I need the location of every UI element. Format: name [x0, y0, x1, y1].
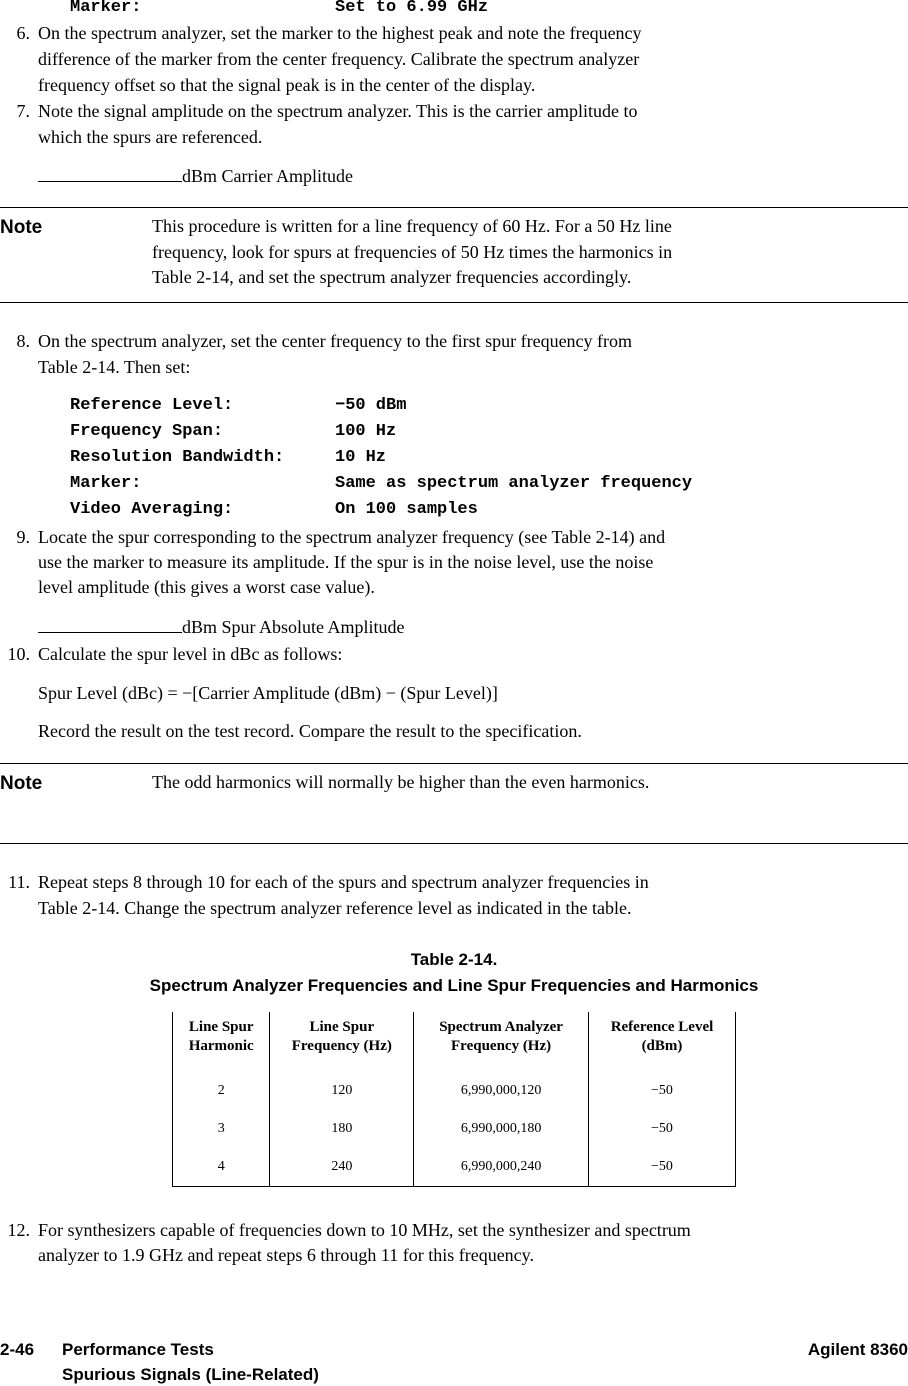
step-text: For synthesizers capable of frequencies down to 10 MHz, set the synthesizer and spectrum — [38, 1220, 691, 1240]
blank-label: dBm Spur Absolute Amplitude — [182, 617, 405, 637]
table-cell: 2 — [173, 1072, 270, 1110]
column-header: Line Spur Frequency (Hz) — [270, 1012, 414, 1072]
footer-page-number: 2-46 — [0, 1340, 35, 1359]
table-row — [173, 1072, 736, 1110]
step-number: 7. — [16, 101, 30, 121]
table-row — [173, 1148, 736, 1187]
spur-frequency-table — [172, 1012, 736, 1187]
step-text: difference of the marker from the center frequency. Calibrate the spectrum analyzer — [38, 49, 640, 69]
note-text: The odd harmonics will normally be higher than the even harmonics. — [152, 772, 650, 792]
note-text: frequency, look for spurs at frequencies of 50 Hz times the harmonics in — [152, 242, 673, 262]
table-cell: 6,990,000,120 — [414, 1072, 589, 1110]
setting-value: 100 Hz — [335, 422, 397, 441]
setting-label: Reference Level: — [70, 396, 234, 415]
note-text: Table 2-14, and set the spectrum analyzer frequencies accordingly. — [152, 267, 632, 287]
step-number: 9. — [16, 527, 30, 547]
setting-value: 10 Hz — [335, 448, 387, 467]
table-header-row — [173, 1012, 736, 1072]
carrier-amplitude-blank — [38, 163, 353, 189]
table-cell: 180 — [270, 1110, 414, 1148]
note-label: Note — [0, 217, 43, 238]
step-text: frequency offset so that the signal peak is in the center of the display. — [38, 75, 536, 95]
step-text: Repeat steps 8 through 10 for each of the spurs and spectrum analyzer frequencies in — [38, 872, 649, 892]
setting-label: Frequency Span: — [70, 422, 224, 441]
table-subtitle: Spectrum Analyzer Frequencies and Line Spur Frequencies and Harmonics — [149, 976, 759, 995]
setting-label: Marker: — [70, 0, 142, 17]
blank-line — [38, 614, 182, 633]
blank-line — [38, 163, 182, 182]
step-text: Calculate the spur level in dBc as follows: — [38, 644, 343, 664]
note-text: This procedure is written for a line frequency of 60 Hz. For a 50 Hz line — [152, 216, 672, 236]
footer-subsection: Spurious Signals (Line-Related) — [62, 1365, 319, 1384]
table-cell: 120 — [270, 1072, 414, 1110]
step-text: analyzer to 1.9 GHz and repeat steps 6 through 11 for this frequency. — [38, 1245, 535, 1265]
step-text: level amplitude (this gives a worst case value). — [38, 577, 375, 597]
step-number: 11. — [8, 872, 30, 892]
divider — [0, 207, 908, 208]
column-header: Line Spur Harmonic — [173, 1012, 270, 1072]
step-text: On the spectrum analyzer, set the center frequency to the first spur frequency from — [38, 331, 633, 351]
setting-value: Set to 6.99 GHz — [335, 0, 489, 17]
divider — [0, 843, 908, 844]
formula: Spur Level (dBc) = −[Carrier Amplitude (dBm) − (Spur Level)] — [38, 683, 498, 703]
step-number: 6. — [16, 23, 30, 43]
setting-value: Same as spectrum analyzer frequency — [335, 474, 693, 493]
table-cell: 240 — [270, 1148, 414, 1187]
table-row — [173, 1110, 736, 1148]
divider — [0, 302, 908, 303]
step-text: which the spurs are referenced. — [38, 127, 263, 147]
table-cell: 6,990,000,240 — [414, 1148, 589, 1187]
step-text: Locate the spur corresponding to the spectrum analyzer frequency (see Table 2-14) and — [38, 527, 666, 547]
footer-product: Agilent 8360 — [807, 1340, 908, 1359]
table-title: Table 2-14. — [410, 950, 498, 969]
step-text: use the marker to measure its amplitude. If the spur is in the noise level, use the noise — [38, 552, 654, 572]
divider — [0, 763, 908, 764]
table-cell: −50 — [588, 1072, 735, 1110]
table-cell: 3 — [173, 1110, 270, 1148]
step-number: 8. — [16, 331, 30, 351]
step-text: Table 2-14. Change the spectrum analyzer reference level as indicated in the table. — [38, 898, 632, 918]
table-cell: −50 — [588, 1148, 735, 1187]
setting-value: On 100 samples — [335, 500, 478, 519]
blank-label: dBm Carrier Amplitude — [182, 166, 353, 186]
step-text: Table 2-14. Then set: — [38, 357, 191, 377]
step-number: 10. — [7, 644, 30, 664]
step-text: On the spectrum analyzer, set the marker to the highest peak and note the frequency — [38, 23, 642, 43]
footer-section: Performance Tests — [62, 1340, 214, 1359]
setting-value: −50 dBm — [335, 396, 407, 415]
spur-amplitude-blank — [38, 614, 405, 640]
column-header: Reference Level (dBm) — [588, 1012, 735, 1072]
column-header: Spectrum Analyzer Frequency (Hz) — [414, 1012, 589, 1072]
table-cell: −50 — [588, 1110, 735, 1148]
step-text: Record the result on the test record. Compare the result to the specification. — [38, 721, 582, 741]
table-cell: 6,990,000,180 — [414, 1110, 589, 1148]
note-label: Note — [0, 773, 43, 794]
step-number: 12. — [7, 1220, 30, 1240]
setting-label: Marker: — [70, 474, 142, 493]
step-text: Note the signal amplitude on the spectrum analyzer. This is the carrier amplitude to — [38, 101, 638, 121]
setting-label: Video Averaging: — [70, 500, 234, 519]
table-cell: 4 — [173, 1148, 270, 1187]
setting-label: Resolution Bandwidth: — [70, 448, 285, 467]
